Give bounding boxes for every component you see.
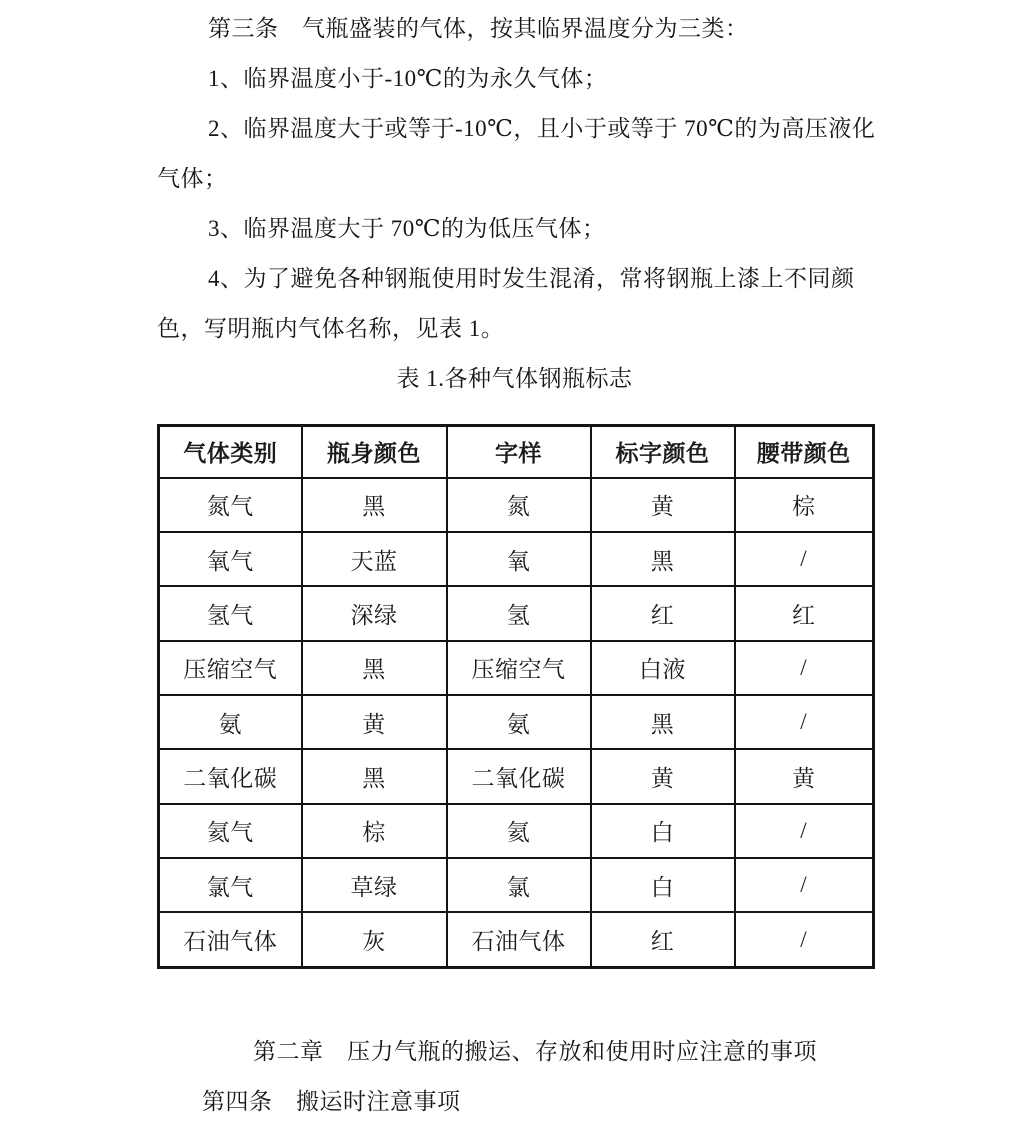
chapter-heading: 第二章 压力气瓶的搬运、存放和使用时应注意的事项 [253,1039,817,1064]
column-header: 标字颜色 [591,426,735,478]
table-cell: / [735,695,874,749]
gas-table-head [159,426,874,478]
table-row [159,749,874,803]
table-cell: 黑 [591,695,735,749]
table-cell: 草绿 [302,858,447,912]
table-cell: / [735,858,874,912]
table-cell: 深绿 [302,586,447,640]
table-row [159,532,874,586]
gas-cylinder-table [157,424,875,969]
table-cell: 黄 [591,478,735,532]
table-cell: 二氧化碳 [159,749,302,803]
table-cell: / [735,532,874,586]
table-cell: 氢 [447,586,591,640]
table-cell: / [735,641,874,695]
table-cell: 棕 [302,804,447,858]
table-cell: 氮气 [159,478,302,532]
table-row [159,641,874,695]
table-row [159,695,874,749]
table-cell: 氨 [447,695,591,749]
table-cell: 氧气 [159,532,302,586]
table-cell: 压缩空气 [447,641,591,695]
table-row [159,912,874,967]
table-caption: 表 1.各种气体钢瓶标志 [396,366,633,391]
table-cell: 压缩空气 [159,641,302,695]
column-header: 瓶身颜色 [302,426,447,478]
table-cell: 黄 [302,695,447,749]
table-cell: 氧 [447,532,591,586]
table-cell: 红 [591,586,735,640]
paragraph-line: 色，写明瓶内气体名称，见表 1。 [157,316,505,341]
body-text [157,4,1002,354]
table-cell: 氯气 [159,858,302,912]
column-header: 气体类别 [159,426,302,478]
table-cell: 棕 [735,478,874,532]
table-cell: / [735,804,874,858]
table-cell: 黑 [302,749,447,803]
table-cell: 红 [735,586,874,640]
table-cell: / [735,912,874,967]
table-cell: 黑 [302,641,447,695]
table-cell: 黑 [591,532,735,586]
column-header: 字样 [447,426,591,478]
text-column [157,4,1002,1124]
table-cell: 白液 [591,641,735,695]
table-cell: 氯 [447,858,591,912]
table-row [159,858,874,912]
table-cell: 石油气体 [159,912,302,967]
table-cell: 灰 [302,912,447,967]
table-cell: 氦气 [159,804,302,858]
section-heading: 第四条 搬运时注意事项 [202,1089,461,1114]
paragraph-line: 3、临界温度大于 70℃的为低压气体； [208,216,606,241]
table-cell: 氮 [447,478,591,532]
table-cell: 氢气 [159,586,302,640]
table-cell: 白 [591,858,735,912]
table-cell: 石油气体 [447,912,591,967]
table-cell: 黑 [302,478,447,532]
paragraph-line: 2、临界温度大于或等于-10℃，且小于或等于 70℃的为高压液化 [208,116,876,141]
table-cell: 天蓝 [302,532,447,586]
paragraph-line: 1、临界温度小于-10℃的为永久气体； [208,66,608,91]
table-row [159,586,874,640]
table-row [159,804,874,858]
table-cell: 氦 [447,804,591,858]
table-cell: 黄 [735,749,874,803]
table-cell: 白 [591,804,735,858]
paragraph-line: 4、为了避免各种钢瓶使用时发生混淆，常将钢瓶上漆上不同颜 [208,266,855,291]
paragraph-line: 气体； [157,166,228,191]
paragraph-line: 第三条 气瓶盛装的气体，按其临界温度分为三类： [208,16,749,41]
table-row [159,478,874,532]
table-cell: 二氧化碳 [447,749,591,803]
gas-table-header-row [159,426,874,478]
gas-table-body [159,478,874,968]
column-header: 腰带颜色 [735,426,874,478]
table-cell: 红 [591,912,735,967]
table-cell: 氨 [159,695,302,749]
table-cell: 黄 [591,749,735,803]
